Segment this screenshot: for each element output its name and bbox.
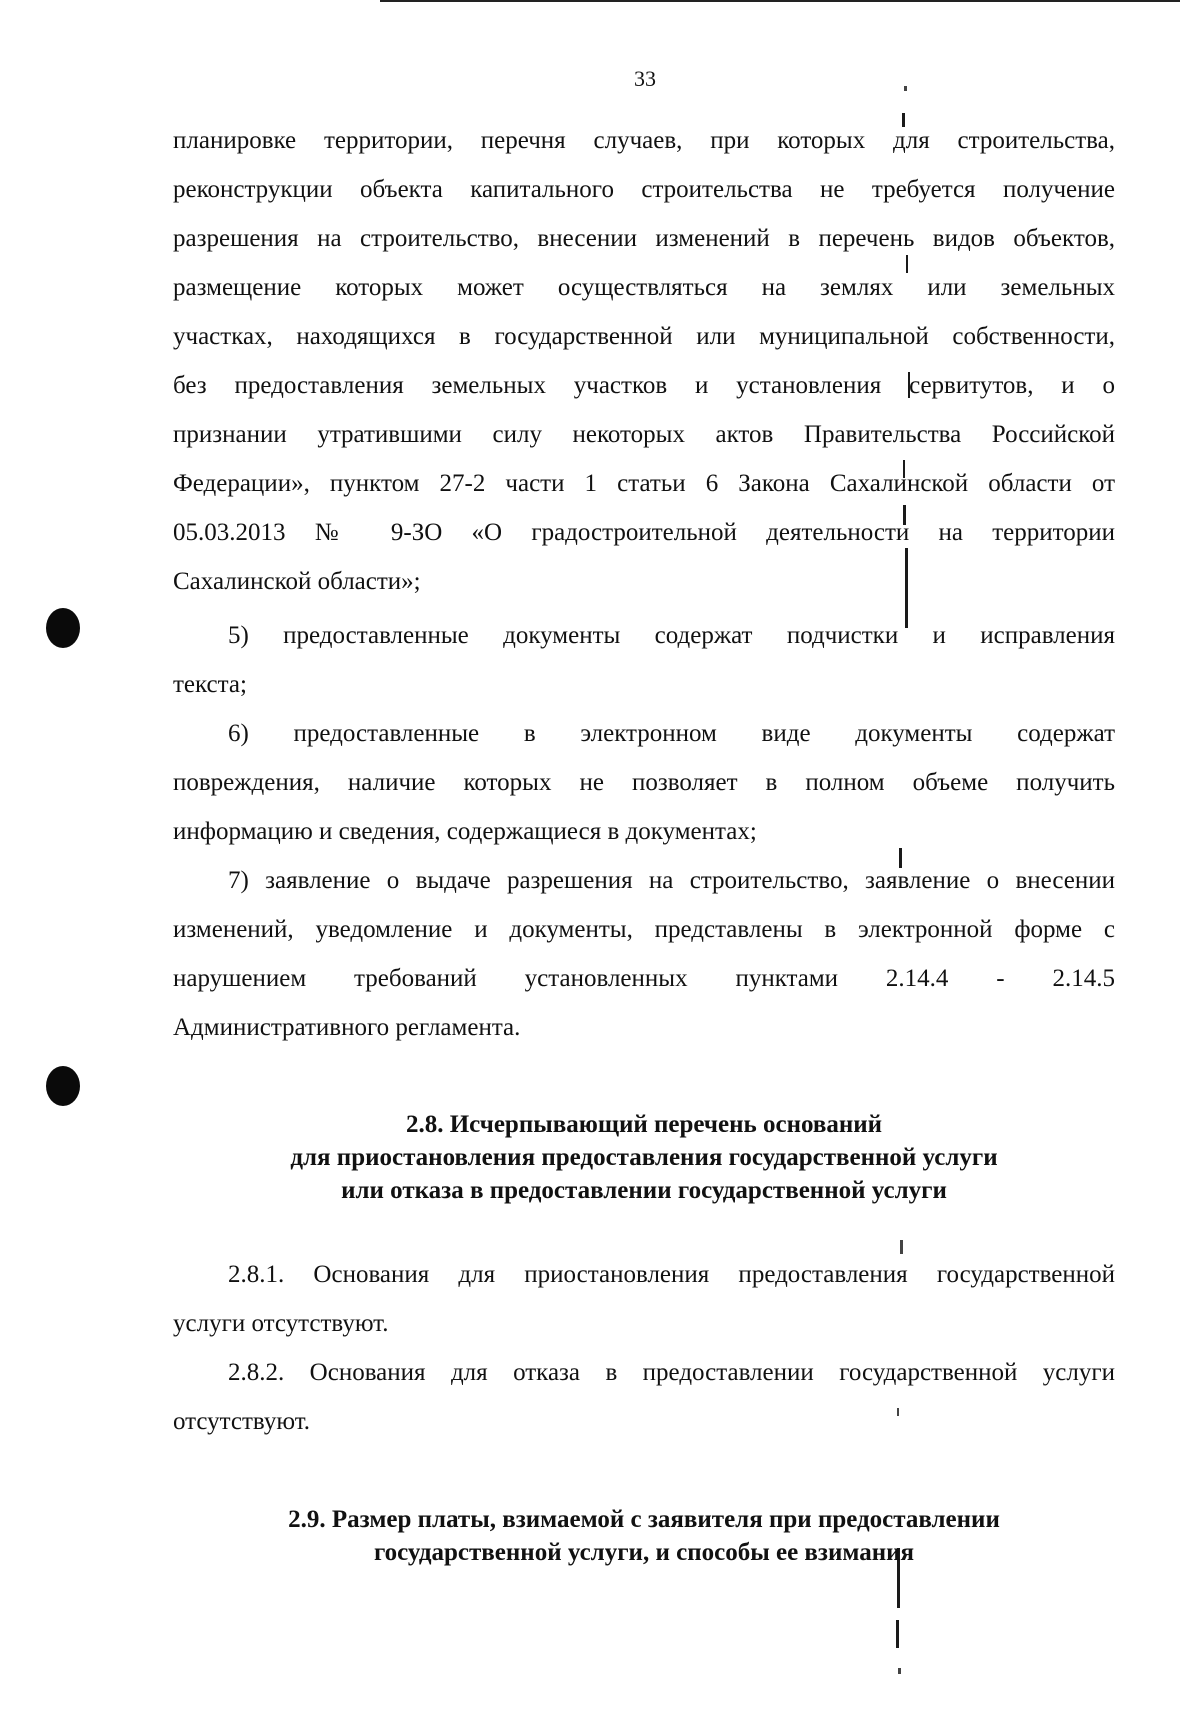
text-line: повреждения, наличие которых не позволяет в полном объеме получить <box>173 769 1115 796</box>
text-line: планировке территории, перечня случаев, при которых для строительства, <box>173 127 1115 154</box>
heading-line: для приостановления предоставления государственной услуги <box>290 1144 998 1171</box>
heading-line: государственной услуги, и способы ее взимания <box>373 1539 915 1566</box>
heading-line: 2.9. Размер платы, взимаемой с заявителя при предоставлении <box>288 1506 1000 1533</box>
text-line: реконструкции объекта капитального строительства не требуется получение <box>173 176 1115 203</box>
text-line: без предоставления земельных участков и установления сервитутов, и о <box>173 372 1115 399</box>
text-line: размещение которых может осуществляться на землях или земельных <box>173 274 1115 301</box>
punch-hole-lower <box>46 1066 80 1106</box>
scan-artifact-dot <box>904 86 907 91</box>
text-line: 2.8.2. Основания для отказа в предоставлении государственной услуги <box>228 1359 1115 1386</box>
section-heading-2-8 <box>173 1108 1115 1207</box>
text-line: участках, находящихся в государственной или муниципальной собственности, <box>173 323 1115 350</box>
text-line: Административного регламента. <box>173 1014 521 1041</box>
paragraph-continuation <box>173 116 1115 606</box>
text-line: разрешения на строительство, внесении изменений в перечень видов объектов, <box>173 225 1115 252</box>
text-line: Сахалинской области»; <box>173 568 421 595</box>
paragraph-2-8-1 <box>173 1250 1115 1348</box>
scan-artifact-dot <box>898 1668 901 1674</box>
text-line: 05.03.2013 № 9-ЗО «О градостроительной деятельности на территории <box>173 519 1115 546</box>
text-line: изменений, уведомление и документы, представлены в электронной форме с <box>173 916 1115 943</box>
list-item-6 <box>173 709 1115 856</box>
text-line: 6) предоставленные в электронном виде документы содержат <box>228 720 1115 747</box>
punch-hole-upper <box>46 608 80 648</box>
paragraph-2-8-2 <box>173 1348 1115 1446</box>
text-line: услуги отсутствуют. <box>173 1310 389 1337</box>
text-line: нарушением требований установленных пунктами 2.14.4 - 2.14.5 <box>173 965 1115 992</box>
list-item-7 <box>173 856 1115 1052</box>
text-line: Федерации», пунктом 27-2 части 1 статьи 6 Закона Сахалинской области от <box>173 470 1115 497</box>
page-number: 33 <box>634 66 656 91</box>
heading-line: или отказа в предоставлении государственной услуги <box>341 1177 947 1204</box>
scan-top-border <box>380 0 1180 2</box>
section-heading-2-9 <box>173 1503 1115 1569</box>
text-line: отсутствуют. <box>173 1408 311 1435</box>
list-item-5 <box>173 611 1115 709</box>
heading-line: 2.8. Исчерпывающий перечень оснований <box>405 1111 883 1138</box>
scan-artifact-line <box>896 1620 899 1648</box>
text-line: 5) предоставленные документы содержат подчистки и исправления <box>228 622 1115 649</box>
text-line: признании утратившими силу некоторых актов Правительства Российской <box>173 421 1115 448</box>
text-line: текста; <box>173 671 247 698</box>
text-line: 7) заявление о выдаче разрешения на строительство, заявление о внесении <box>228 867 1115 894</box>
text-line: информацию и сведения, содержащиеся в документах; <box>173 818 757 845</box>
text-line: 2.8.1. Основания для приостановления предоставления государственной <box>228 1261 1115 1288</box>
